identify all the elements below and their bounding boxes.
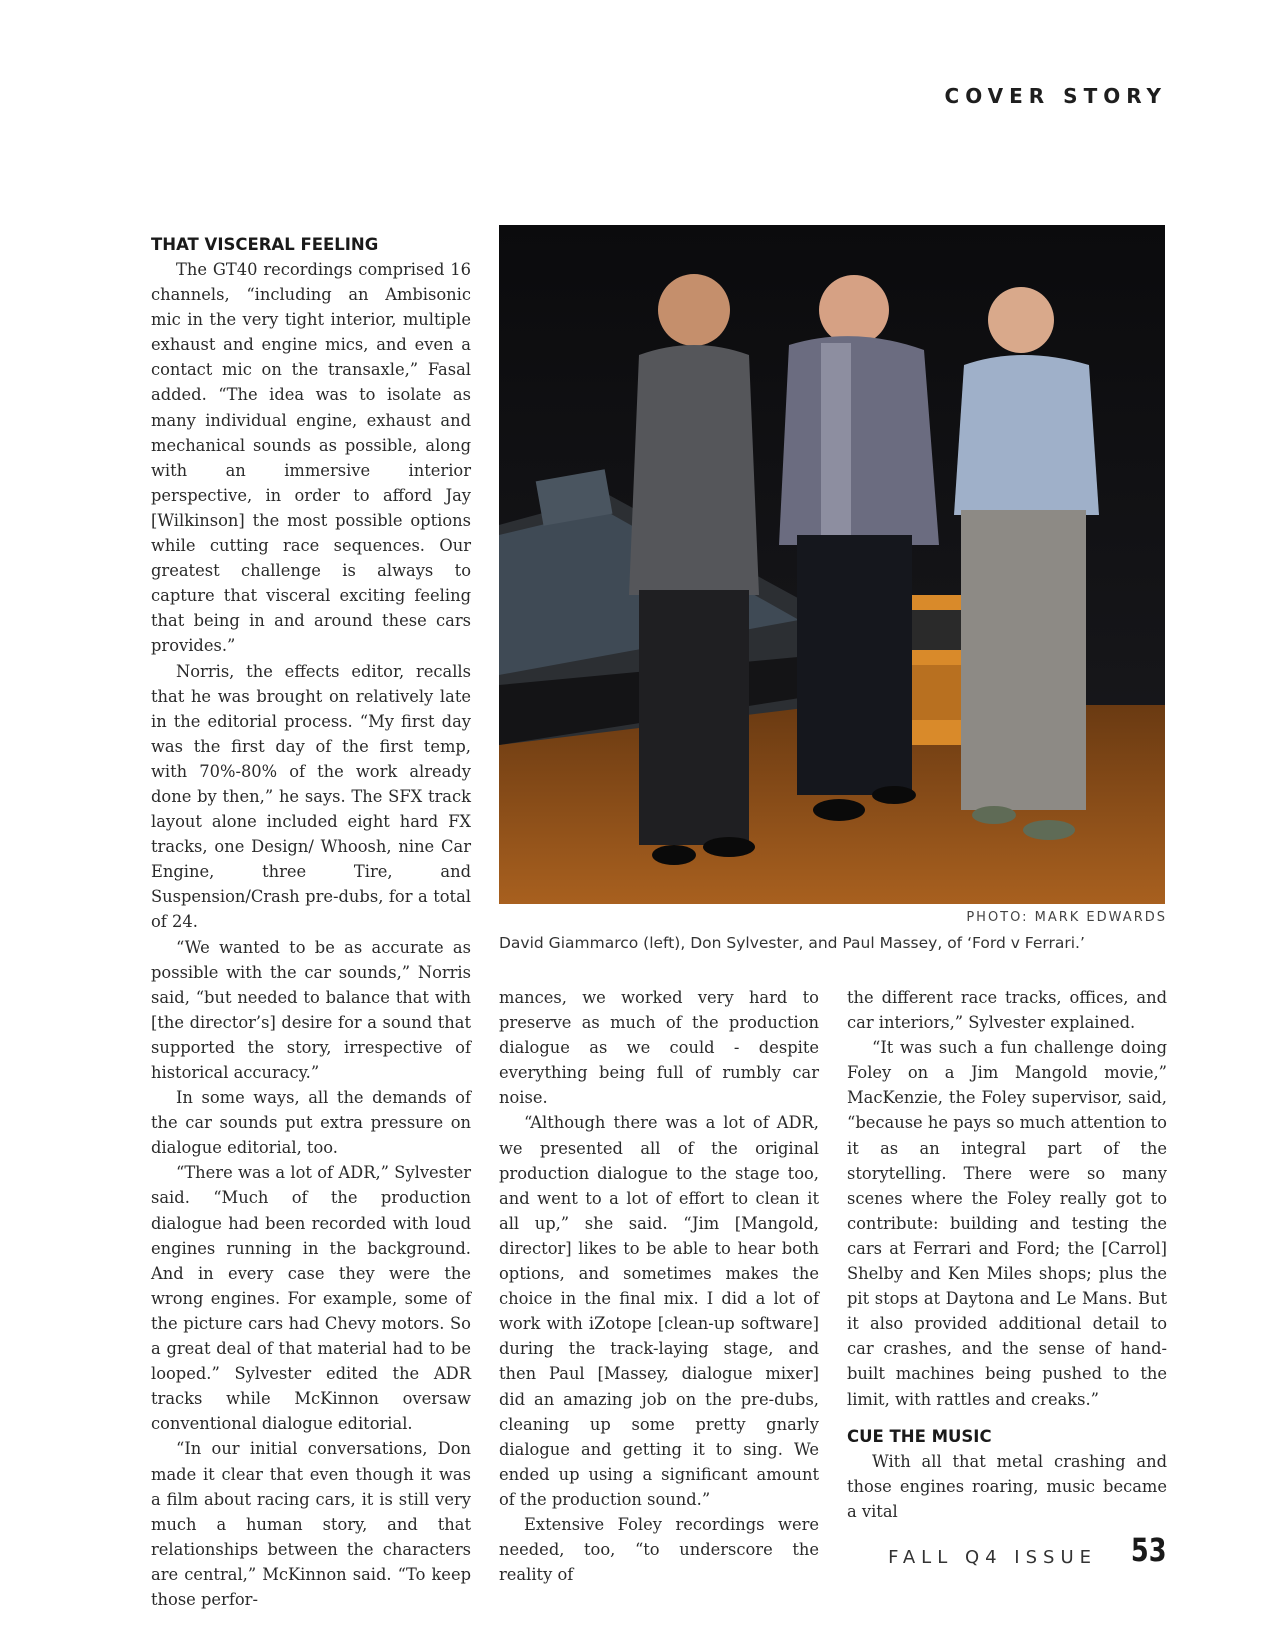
paragraph: the different race tracks, offices, and car interiors,” Sylvester explained. <box>847 988 1167 1033</box>
paragraph: In some ways, all the demands of the car sounds put extra pressure on dialogue editorial, too. <box>151 1088 471 1158</box>
paragraph: Norris, the effects editor, recalls that he was brought on relatively late in the editorial process. “My first day was the first day of the first temp, with 70%-80% of the work already done by then,” he says. The SFX track layout alone included eight hard FX tracks, one Design/ Whoosh, nine Car Engine, three Tire, and Suspension/Crash pre-dubs, for a total of 24. <box>151 661 471 932</box>
paragraph: “Although there was a lot of ADR, we presented all of the original production dialogue to the stage too, and went to a lot of effort to clean it all up,” she said. “Jim [Mangold, director] likes to be able to hear both options, and sometimes makes the choice in the final mix. I did a lot of work with iZotope [clean-up software] during the track-laying stage, and then Paul [Massey, dialogue mixer] did an amazing job on the pre-dubs, cleaning up some pretty gnarly dialogue and getting it to sing. We ended up using a significant amount of the production sound.” <box>499 1113 819 1509</box>
article-column-2 <box>499 985 819 1587</box>
article-column-3 <box>847 985 1167 1524</box>
page-number: 53 <box>1131 1531 1167 1569</box>
paragraph: “There was a lot of ADR,” Sylvester said. “Much of the production dialogue had been recorded with loud engines running in the background. And in every case they were the wrong engines. For example, some of the picture cars had Chevy motors. So a great deal of that material had to be looped.” Sylvester edited the ADR tracks while McKinnon oversaw conventional dialogue editorial. <box>151 1163 471 1434</box>
paragraph: The GT40 recordings comprised 16 channels, “including an Ambisonic mic in the very tight interior, multiple exhaust and engine mics, and even a contact mic on the transaxle,” Fasal added. “The idea was to isolate as many individual engine, exhaust and mechanical sounds as possible, along with an immersive interior perspective, in order to afford Jay [Wilkinson] the most possible options while cutting race sequences. Our greatest challenge is always to capture that visceral exciting feeling that being in and around these cars provides.” <box>151 260 471 656</box>
paragraph: “In our initial conversations, Don made it clear that even though it was a film about racing cars, it is still very much a human story, and that relationships between the characters are central,” McKinnon said. “To keep those perfor- <box>151 1439 471 1609</box>
paragraph: “It was such a fun challenge doing Foley on a Jim Mangold movie,” MacKenzie, the Foley supervisor, said, “because he pays so much attention to it as an integral part of the storytelling. There were so many scenes where the Foley really got to contribute: building and testing the cars at Ferrari and Ford; the [Carrol] Shelby and Ken Miles shops; plus the pit stops at Daytona and Le Mans. But it also provided additional detail to car crashes, and the sense of hand-built machines being pushed to the limit, with rattles and creaks.” <box>847 1038 1167 1409</box>
paragraph: “We wanted to be as accurate as possible with the car sounds,” Norris said, “but needed to balance that with [the director’s] desire for a sound that supported the story, irrespective of historical accuracy.” <box>151 937 471 1082</box>
issue-label: FALL Q4 ISSUE <box>888 1547 1097 1568</box>
subhead-visceral-feeling: THAT VISCERAL FEELING <box>151 235 379 254</box>
subhead-cue-the-music: CUE THE MUSIC <box>847 1426 992 1446</box>
paragraph: With all that metal crashing and those engines roaring, music became a vital <box>847 1451 1167 1521</box>
photo-caption: David Giammarco (left), Don Sylvester, and Paul Massey, of ‘Ford v Ferrari.’ <box>499 934 1085 952</box>
photo-credit: PHOTO: MARK EDWARDS <box>966 910 1167 925</box>
paragraph: Extensive Foley recordings were needed, too, “to underscore the reality of <box>499 1514 819 1585</box>
article-photo <box>499 225 1165 904</box>
paragraph: mances, we worked very hard to preserve as much of the production dialogue as we could - despite everything being full of rumbly car noise. <box>499 988 819 1108</box>
article-column-1 <box>151 232 471 1612</box>
section-label: COVER STORY <box>944 84 1167 108</box>
